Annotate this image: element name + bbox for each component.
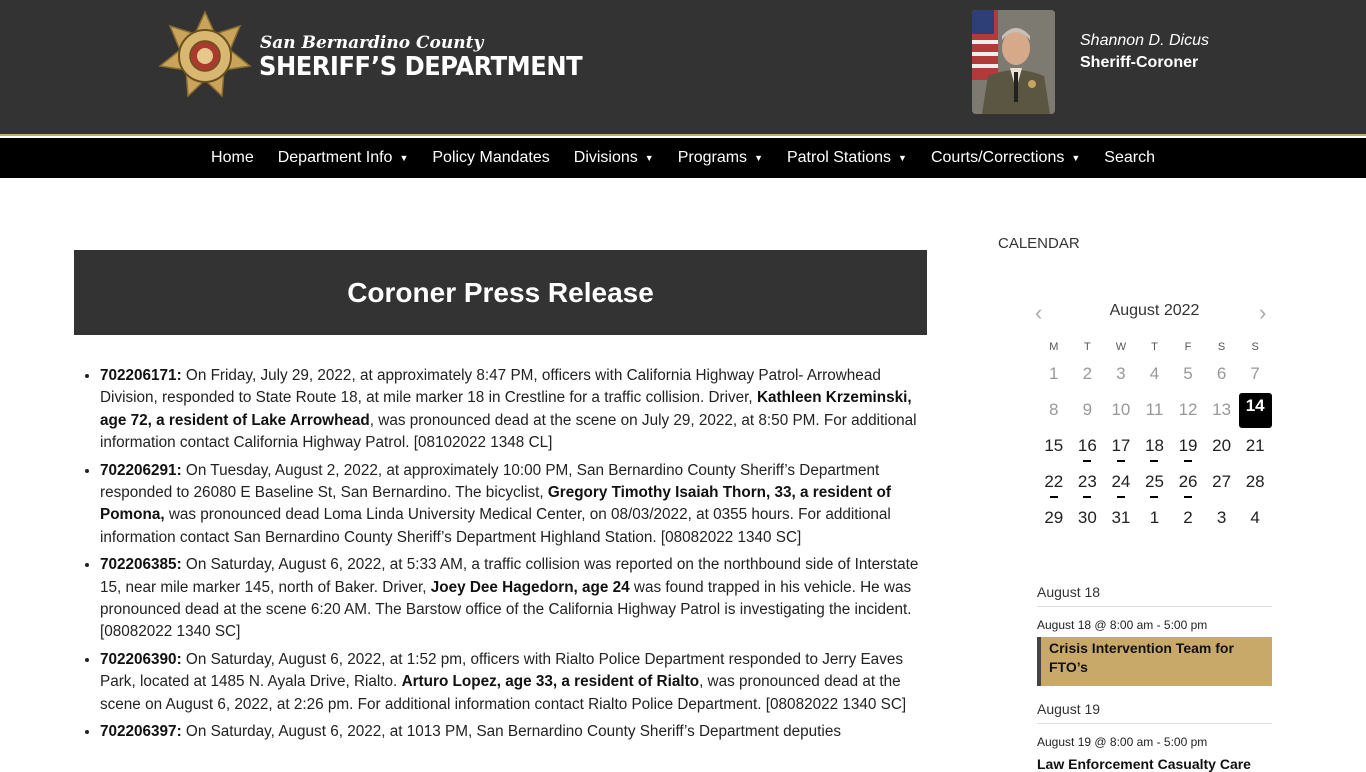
nav-item-label: Courts/Corrections (930, 149, 1065, 166)
calendar-day[interactable] (1171, 464, 1205, 500)
calendar-day-number: 7 (1250, 364, 1260, 383)
page-title-banner (74, 250, 927, 335)
calendar-heading: CALENDAR (998, 235, 1080, 252)
calendar-day-number: 23 (1077, 472, 1097, 491)
calendar-day-number: 3 (1116, 364, 1126, 383)
main-nav (0, 138, 1366, 178)
nav-item-label: Programs (677, 149, 748, 166)
calendar-day-number: 31 (1111, 508, 1131, 527)
calendar-day-number: 3 (1216, 508, 1227, 527)
calendar-day-number: 24 (1111, 472, 1131, 491)
calendar-day[interactable] (1104, 500, 1138, 536)
calendar-day[interactable] (1037, 464, 1071, 500)
calendar-day-number: 30 (1077, 508, 1097, 527)
calendar-day[interactable] (1138, 464, 1172, 500)
calendar-day-number: 20 (1212, 436, 1232, 455)
calendar-day-number: 29 (1044, 508, 1064, 527)
calendar-day[interactable] (1037, 392, 1071, 428)
press-release-item (100, 365, 934, 454)
calendar-day[interactable] (1238, 500, 1272, 536)
calendar-weekday: M (1049, 341, 1059, 353)
event-time: August 18 @ 8:00 am - 5:00 pm (1037, 618, 1208, 632)
nav-item-patrol-stations[interactable] (775, 149, 919, 167)
press-release-item (100, 649, 934, 716)
calendar-day[interactable] (1071, 464, 1105, 500)
calendar-week-row (1037, 464, 1272, 500)
calendar-day[interactable] (1037, 428, 1071, 464)
release-id: 702206385: (100, 556, 182, 574)
calendar-weekday: F (1184, 341, 1192, 353)
calendar-day-number: 16 (1077, 436, 1097, 455)
calendar-day[interactable] (1205, 464, 1239, 500)
calendar-day[interactable] (1171, 392, 1205, 428)
brand-county[interactable]: San Bernardino County (260, 33, 484, 53)
nav-item-programs[interactable] (666, 149, 775, 167)
calendar-day[interactable] (1171, 500, 1205, 536)
release-id: 702206291: (100, 461, 182, 479)
calendar-day-number: 27 (1212, 472, 1232, 491)
press-release-item (100, 460, 934, 549)
calendar-day-number: 6 (1216, 364, 1227, 383)
chevron-down-icon[interactable]: ▼ (399, 153, 409, 163)
release-id: 702206171: (100, 367, 182, 384)
calendar-day-number: 13 (1212, 400, 1232, 419)
calendar-day[interactable] (1071, 500, 1105, 536)
nav-item-divisions[interactable] (562, 149, 666, 167)
press-release-item (100, 721, 934, 743)
calendar-day-number: 8 (1049, 400, 1059, 419)
decedent-name: Joey Dee Hagedorn, age 24 (430, 578, 630, 596)
release-id: 702206390: (100, 651, 182, 669)
calendar-week-row (1037, 428, 1272, 464)
calendar-day-number: 11 (1145, 400, 1164, 419)
calendar-day-number: 15 (1044, 436, 1064, 455)
nav-item-label: Patrol Stations (786, 149, 892, 166)
decedent-name: Arturo Lopez, age 33, a resident of Rialto (401, 673, 700, 691)
calendar-day-number: 18 (1145, 436, 1164, 455)
calendar-day-number: 4 (1149, 364, 1160, 383)
calendar-day-number: 25 (1145, 472, 1164, 491)
calendar-day[interactable] (1205, 392, 1239, 428)
calendar-day[interactable] (1138, 356, 1172, 392)
nav-item-label: Policy Mandates (432, 149, 550, 166)
calendar-day-number: 12 (1178, 400, 1198, 419)
calendar-prev-month-icon[interactable]: ‹ (1035, 300, 1043, 325)
calendar-weekday-row (1037, 338, 1272, 356)
calendar-day[interactable] (1138, 500, 1172, 536)
chevron-down-icon[interactable]: ▼ (754, 153, 763, 163)
calendar-day[interactable] (1205, 428, 1239, 464)
calendar-day-number: 1 (1149, 508, 1160, 527)
calendar-day[interactable] (1205, 356, 1239, 392)
calendar-day[interactable] (1238, 428, 1272, 464)
calendar-day-number: 21 (1245, 436, 1265, 455)
release-text: On Tuesday, August 2, 2022, at approximately 10:00 PM, San Bernardino County Sheriff’s Department responded to 26080 E Baseline St, San Bernardino. The bicyclist, (100, 461, 880, 501)
calendar-day[interactable] (1037, 500, 1071, 536)
release-text: On Saturday, August 6, 2022, at 5:33 AM, a traffic collision was reported on the northbound side of Interstate 15, near mile marker 145, north of Baker. Driver, (100, 556, 919, 596)
nav-item-policy-mandates[interactable] (420, 149, 561, 167)
calendar-week-row (1037, 356, 1272, 392)
chevron-down-icon[interactable]: ▼ (644, 153, 654, 163)
nav-item-label: Search (1104, 149, 1155, 166)
event-title[interactable]: Law Enforcement Casualty Care (1037, 756, 1251, 772)
calendar-day-number: 26 (1178, 472, 1198, 491)
calendar-day-number: 22 (1044, 472, 1064, 491)
event-day-heading: August 18 (1037, 584, 1272, 607)
calendar-grid (1037, 338, 1272, 536)
press-release-item (100, 554, 934, 643)
release-text: was pronounced dead Loma Linda University Medical Center, on 08/03/2022, at 0355 hours. For additional information contact San Bernardino County Sheriff’s Department Highland Station. [08082022 1340 SC] (100, 506, 891, 546)
release-text: was found trapped in his vehicle. He was pronounced dead at the scene 6:20 AM. The Barstow office of the California Highway Patrol is investigating the incident. [08082022 1340 SC] (100, 578, 912, 641)
calendar-day-number: 2 (1183, 508, 1193, 527)
nav-item-courts-corrections[interactable] (919, 149, 1092, 167)
calendar-day-number: 5 (1183, 364, 1193, 383)
nav-item-home[interactable] (199, 149, 266, 167)
decedent-name: Gregory Timothy Isaiah Thorn, 33, a resident of Pomona, (100, 483, 891, 524)
release-text: , was pronounced dead at the scene on August 6, 2022, at 2:26 pm. For additional information contact Rialto Police Department. [08082022 1340 SC] (100, 673, 907, 713)
calendar-day[interactable] (1071, 428, 1105, 464)
sheriff-badge-logo[interactable] (158, 10, 252, 102)
brand-department[interactable]: SHERIFF’S DEPARTMENT (259, 52, 583, 82)
release-text: On Saturday, August 6, 2022, at 1:52 pm, officers with Rialto Police Department responded to Jerry Eaves Park, located at 1485 N. Ayala Drive, Rialto. (100, 651, 903, 691)
calendar-day[interactable] (1171, 428, 1205, 464)
calendar-weekday: S (1217, 341, 1226, 353)
nav-item-label: Home (211, 149, 254, 166)
calendar-day-number: 1 (1049, 364, 1059, 383)
calendar-day[interactable] (1104, 464, 1138, 500)
calendar-day[interactable] (1138, 428, 1172, 464)
calendar-day-number: 9 (1082, 400, 1093, 419)
main-nav-list (0, 138, 1366, 178)
calendar-day[interactable] (1138, 392, 1172, 428)
calendar-next-month-icon[interactable]: › (1259, 300, 1267, 325)
calendar-day[interactable] (1104, 428, 1138, 464)
nav-item-label: Divisions (573, 149, 638, 166)
calendar-day[interactable] (1238, 356, 1272, 392)
nav-item-label: Department Info (277, 149, 393, 166)
calendar-day-today[interactable] (1238, 392, 1272, 428)
decedent-name: Kathleen Krzeminski, age 72, a resident of Lake Arrowhead (100, 389, 912, 429)
calendar-day[interactable] (1205, 500, 1239, 536)
calendar-day[interactable] (1104, 356, 1138, 392)
sheriff-title: Sheriff-Coroner (1080, 54, 1199, 71)
calendar-week-row (1037, 500, 1272, 536)
calendar-day[interactable] (1238, 464, 1272, 500)
event-card[interactable]: Crisis Intervention Team for FTO’s (1037, 637, 1272, 686)
calendar-day-number: 2 (1082, 364, 1093, 383)
release-id: 702206397: (100, 723, 182, 741)
calendar-day-number: 4 (1250, 508, 1260, 527)
calendar-week-row (1037, 392, 1272, 428)
calendar-month-label: August 2022 (1109, 302, 1200, 319)
sheriff-portrait (972, 10, 1055, 114)
calendar-day[interactable] (1171, 356, 1205, 392)
sheriff-name: Shannon D. Dicus (1080, 32, 1209, 49)
calendar-day-number: 14 (1239, 393, 1272, 428)
calendar-day-number: 28 (1245, 472, 1265, 491)
nav-item-department-info[interactable] (266, 149, 421, 167)
site-header (0, 0, 1366, 136)
chevron-down-icon[interactable]: ▼ (898, 153, 907, 163)
calendar-weekday: T (1083, 341, 1091, 353)
page-title: Coroner Press Release (347, 276, 654, 308)
calendar-day-number: 17 (1111, 436, 1131, 455)
calendar-day[interactable] (1071, 356, 1105, 392)
calendar-day-number: 10 (1111, 400, 1131, 419)
calendar-weekday: T (1151, 341, 1158, 353)
event-day-heading: August 19 (1037, 701, 1272, 724)
calendar-day[interactable] (1071, 392, 1105, 428)
chevron-down-icon[interactable]: ▼ (1071, 153, 1081, 163)
release-text: , was pronounced dead at the scene on July 29, 2022, at 8:50 PM. For additional information contact California Highway Patrol. [08102022 1348 CL] (100, 411, 917, 451)
calendar-day[interactable] (1037, 356, 1071, 392)
calendar-weekday: S (1251, 341, 1259, 353)
release-text: On Friday, July 29, 2022, at approximately 8:47 PM, officers with California Highway Patrol- Arrowhead Division, responded to State Route 18, at mile marker 18 in Crestline for a traffic collision. Driver, (100, 367, 881, 407)
event-time: August 19 @ 8:00 am - 5:00 pm (1037, 735, 1208, 749)
calendar-day-number: 19 (1178, 436, 1198, 455)
press-release-list (74, 365, 934, 749)
calendar-weekday: W (1115, 341, 1127, 353)
calendar-day[interactable] (1104, 392, 1138, 428)
release-text: On Saturday, August 6, 2022, at 1013 PM, San Bernardino County Sheriff’s Department deputies (181, 723, 841, 741)
nav-item-search[interactable] (1092, 149, 1167, 167)
